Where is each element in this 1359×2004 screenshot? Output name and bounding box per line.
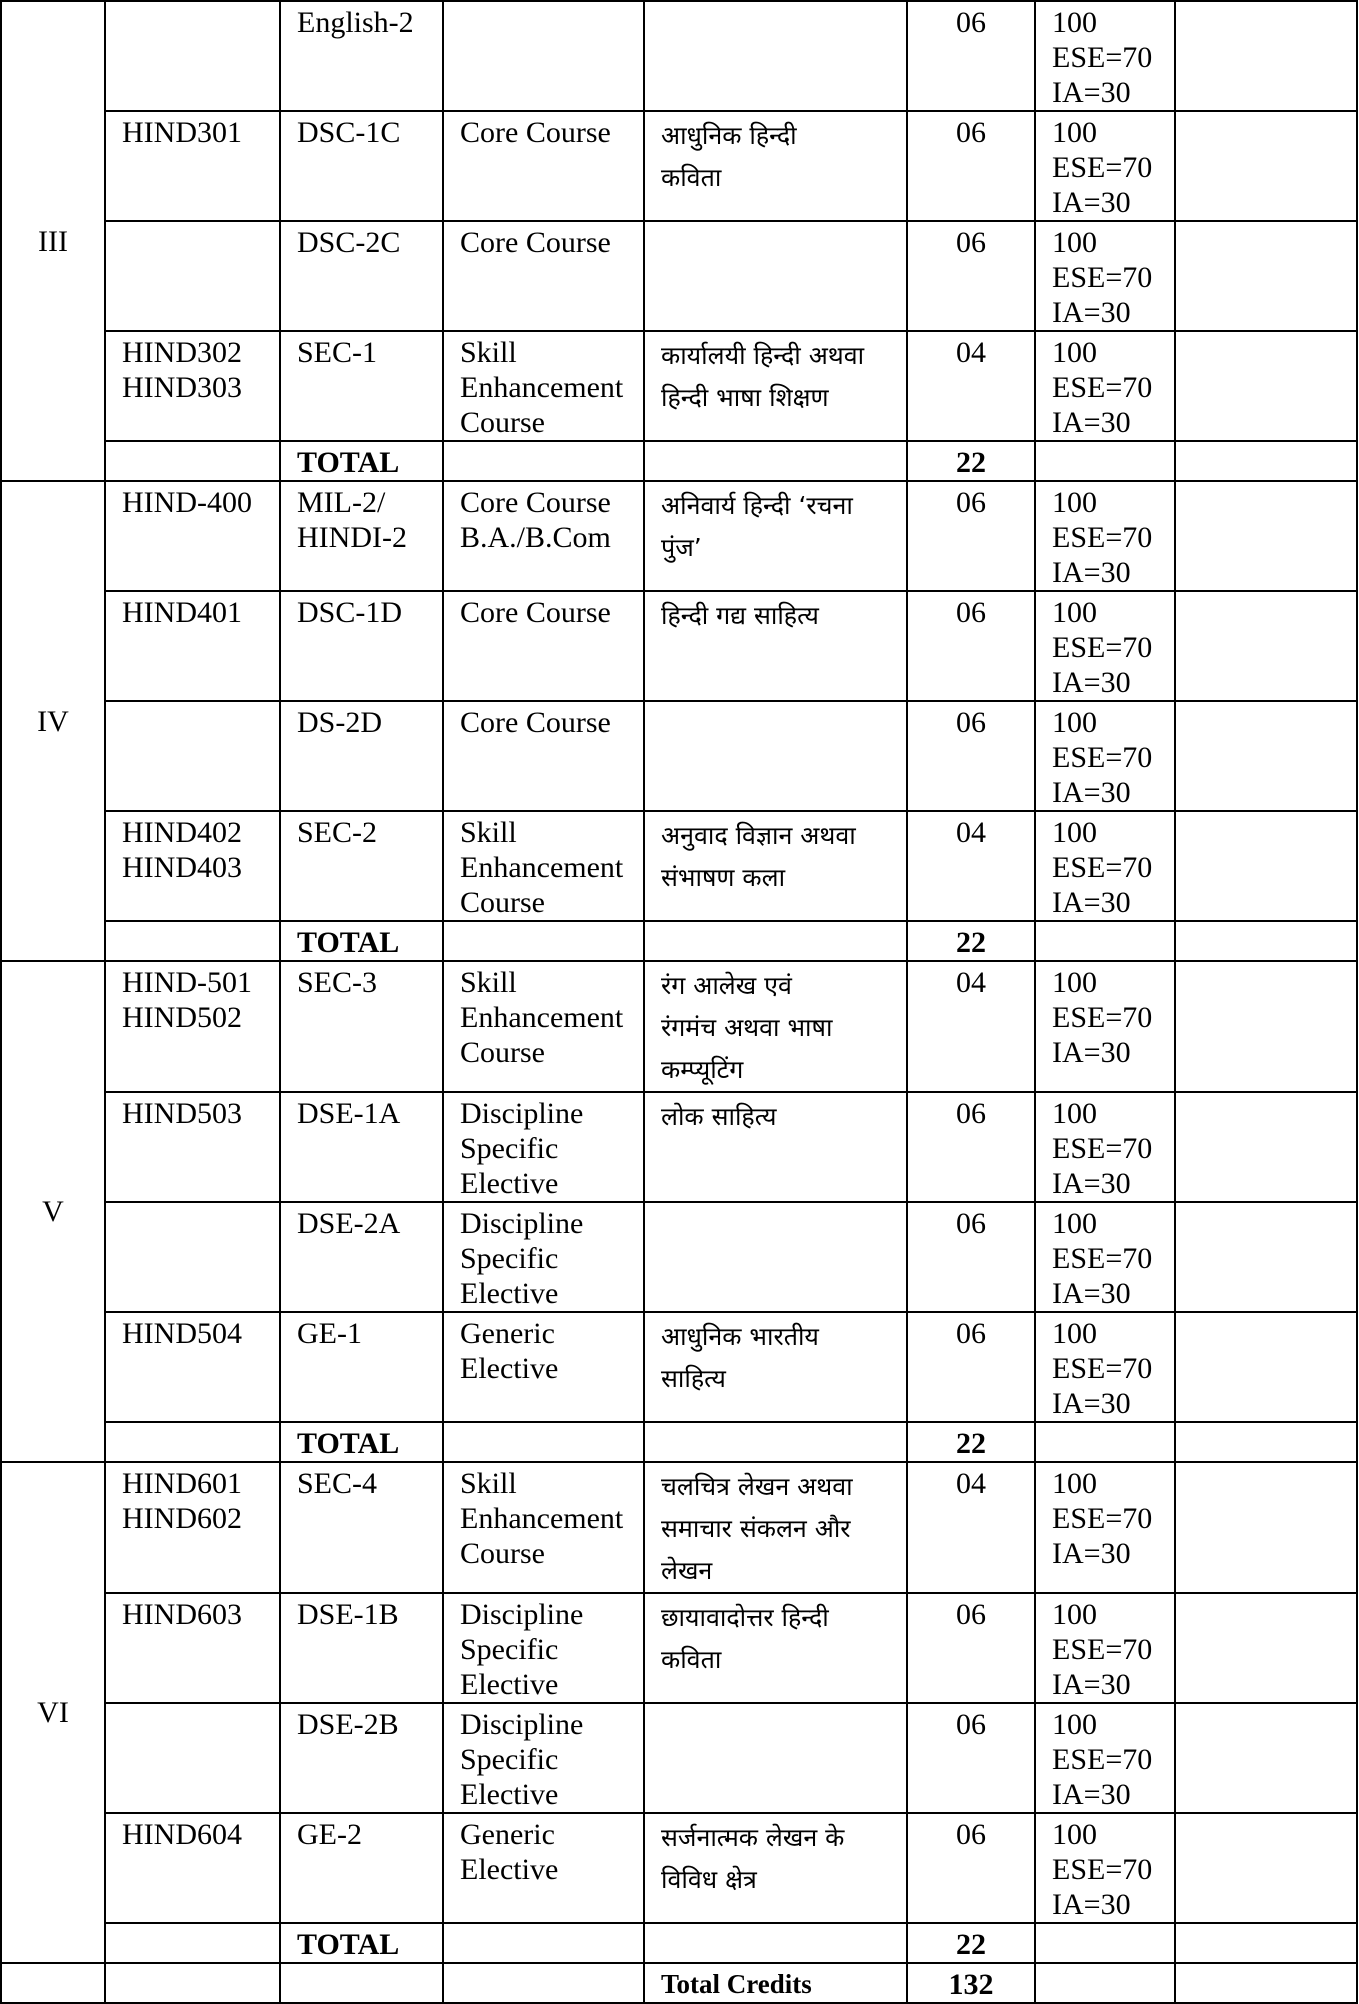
empty-cell — [1175, 441, 1357, 481]
empty-cell — [1175, 1312, 1357, 1422]
course-title-cell — [644, 221, 907, 331]
course-code-cell: SEC-4 — [280, 1462, 443, 1593]
course-code-cell: SEC-3 — [280, 961, 443, 1092]
course-type-cell: Skill Enhancement Course — [443, 811, 644, 921]
course-title-cell: आधुनिक हिन्दी कविता — [644, 111, 907, 221]
empty-cell — [443, 1963, 644, 2003]
total-label: TOTAL — [280, 921, 443, 961]
total-label: TOTAL — [280, 441, 443, 481]
table-row — [1, 701, 1357, 811]
course-code-cell: DS-2D — [280, 701, 443, 811]
course-title-cell: रंग आलेख एवं रंगमंच अथवा भाषा कम्प्यूटिंग — [644, 961, 907, 1092]
paper-code-cell: HIND503 — [105, 1092, 280, 1202]
course-type-cell: Core Course B.A./B.Com — [443, 481, 644, 591]
table-row — [1, 591, 1357, 701]
course-type-cell — [443, 1, 644, 111]
empty-cell — [1175, 701, 1357, 811]
table-row — [1, 1813, 1357, 1923]
table-row — [1, 1593, 1357, 1703]
table-row — [1, 1, 1357, 111]
marks-cell: 100 ESE=70 IA=30 — [1035, 1312, 1175, 1422]
course-type-cell: Skill Enhancement Course — [443, 1462, 644, 1593]
marks-cell: 100 ESE=70 IA=30 — [1035, 961, 1175, 1092]
course-type-cell: Skill Enhancement Course — [443, 961, 644, 1092]
paper-code-cell: HIND-501 HIND502 — [105, 961, 280, 1092]
empty-cell — [105, 1422, 280, 1462]
empty-cell — [1175, 481, 1357, 591]
paper-code-cell — [105, 701, 280, 811]
empty-cell — [105, 1923, 280, 1963]
credits-cell: 06 — [907, 701, 1035, 811]
credits-cell: 04 — [907, 331, 1035, 441]
table-row — [1, 1202, 1357, 1312]
table-row — [1, 481, 1357, 591]
course-type-cell: Discipline Specific Elective — [443, 1202, 644, 1312]
credits-cell: 06 — [907, 1593, 1035, 1703]
credits-cell: 06 — [907, 1312, 1035, 1422]
credits-cell: 06 — [907, 591, 1035, 701]
course-code-cell: SEC-2 — [280, 811, 443, 921]
empty-cell — [1175, 1462, 1357, 1593]
empty-cell — [1175, 1963, 1357, 2003]
empty-cell — [105, 1963, 280, 2003]
marks-cell: 100 ESE=70 IA=30 — [1035, 1462, 1175, 1593]
paper-code-cell: HIND302 HIND303 — [105, 331, 280, 441]
course-code-cell: DSE-1A — [280, 1092, 443, 1202]
total-credits: 22 — [907, 921, 1035, 961]
credits-cell: 06 — [907, 1703, 1035, 1813]
course-code-cell: SEC-1 — [280, 331, 443, 441]
course-title-cell: सर्जनात्मक लेखन के विविध क्षेत्र — [644, 1813, 907, 1923]
course-code-cell: English-2 — [280, 1, 443, 111]
table-row — [1, 1703, 1357, 1813]
credits-cell: 04 — [907, 1462, 1035, 1593]
course-code-cell: DSC-2C — [280, 221, 443, 331]
marks-cell: 100 ESE=70 IA=30 — [1035, 111, 1175, 221]
course-code-cell: DSE-1B — [280, 1593, 443, 1703]
empty-cell — [1175, 1593, 1357, 1703]
course-title-cell: हिन्दी गद्य साहित्य — [644, 591, 907, 701]
semester-cell: III — [1, 1, 105, 481]
course-type-cell: Core Course — [443, 701, 644, 811]
grand-total-row — [1, 1963, 1357, 2003]
credits-cell: 04 — [907, 811, 1035, 921]
empty-cell — [644, 921, 907, 961]
total-label: TOTAL — [280, 1422, 443, 1462]
total-credits: 22 — [907, 1422, 1035, 1462]
table-row — [1, 111, 1357, 221]
marks-cell: 100 ESE=70 IA=30 — [1035, 1, 1175, 111]
marks-cell: 100 ESE=70 IA=30 — [1035, 481, 1175, 591]
paper-code-cell — [105, 1, 280, 111]
empty-cell — [1175, 221, 1357, 331]
empty-cell — [443, 1422, 644, 1462]
credits-cell: 06 — [907, 1092, 1035, 1202]
marks-cell: 100 ESE=70 IA=30 — [1035, 1593, 1175, 1703]
course-type-cell: Discipline Specific Elective — [443, 1703, 644, 1813]
empty-cell — [1035, 1923, 1175, 1963]
course-type-cell: Core Course — [443, 221, 644, 331]
empty-cell — [1035, 1422, 1175, 1462]
marks-cell: 100 ESE=70 IA=30 — [1035, 811, 1175, 921]
table-row — [1, 1092, 1357, 1202]
empty-cell — [280, 1963, 443, 2003]
empty-cell — [1175, 811, 1357, 921]
empty-cell — [1175, 111, 1357, 221]
semester-cell: V — [1, 961, 105, 1462]
marks-cell: 100 ESE=70 IA=30 — [1035, 331, 1175, 441]
grand-total-value: 132 — [907, 1963, 1035, 2003]
empty-cell — [1175, 1703, 1357, 1813]
course-code-cell: GE-1 — [280, 1312, 443, 1422]
empty-cell — [443, 441, 644, 481]
course-type-cell: Skill Enhancement Course — [443, 331, 644, 441]
empty-cell — [1175, 591, 1357, 701]
course-title-cell — [644, 1, 907, 111]
course-type-cell: Discipline Specific Elective — [443, 1092, 644, 1202]
total-row — [1, 441, 1357, 481]
marks-cell: 100 ESE=70 IA=30 — [1035, 221, 1175, 331]
empty-cell — [1, 1963, 105, 2003]
paper-code-cell: HIND601 HIND602 — [105, 1462, 280, 1593]
credits-cell: 06 — [907, 221, 1035, 331]
course-type-cell: Generic Elective — [443, 1312, 644, 1422]
course-type-cell: Discipline Specific Elective — [443, 1593, 644, 1703]
total-row — [1, 1422, 1357, 1462]
empty-cell — [443, 921, 644, 961]
empty-cell — [1175, 921, 1357, 961]
syllabus-body — [1, 1, 1357, 2003]
empty-cell — [644, 1923, 907, 1963]
empty-cell — [1175, 331, 1357, 441]
total-credits: 22 — [907, 1923, 1035, 1963]
course-title-cell — [644, 701, 907, 811]
course-code-cell: DSC-1D — [280, 591, 443, 701]
semester-cell: IV — [1, 481, 105, 961]
empty-cell — [1175, 1202, 1357, 1312]
credits-cell: 06 — [907, 481, 1035, 591]
course-type-cell: Core Course — [443, 111, 644, 221]
paper-code-cell: HIND-400 — [105, 481, 280, 591]
empty-cell — [1035, 441, 1175, 481]
course-title-cell: अनुवाद विज्ञान अथवा संभाषण कला — [644, 811, 907, 921]
table-row — [1, 331, 1357, 441]
paper-code-cell: HIND504 — [105, 1312, 280, 1422]
empty-cell — [1175, 1923, 1357, 1963]
course-title-cell: अनिवार्य हिन्दी ‘रचना पुंज’ — [644, 481, 907, 591]
credits-cell: 06 — [907, 1202, 1035, 1312]
empty-cell — [1175, 961, 1357, 1092]
empty-cell — [1035, 921, 1175, 961]
empty-cell — [105, 441, 280, 481]
paper-code-cell: HIND604 — [105, 1813, 280, 1923]
course-type-cell: Generic Elective — [443, 1813, 644, 1923]
empty-cell — [1175, 1813, 1357, 1923]
total-row — [1, 921, 1357, 961]
course-code-cell: DSC-1C — [280, 111, 443, 221]
grand-total-label: Total Credits — [644, 1963, 907, 2003]
marks-cell: 100 ESE=70 IA=30 — [1035, 1092, 1175, 1202]
paper-code-cell: HIND402 HIND403 — [105, 811, 280, 921]
paper-code-cell: HIND401 — [105, 591, 280, 701]
credits-cell: 06 — [907, 1813, 1035, 1923]
course-title-cell: आधुनिक भारतीय साहित्य — [644, 1312, 907, 1422]
table-row — [1, 1462, 1357, 1593]
course-code-cell: MIL-2/ HINDI-2 — [280, 481, 443, 591]
total-row — [1, 1923, 1357, 1963]
marks-cell: 100 ESE=70 IA=30 — [1035, 701, 1175, 811]
paper-code-cell — [105, 1703, 280, 1813]
empty-cell — [644, 1422, 907, 1462]
total-label: TOTAL — [280, 1923, 443, 1963]
paper-code-cell — [105, 221, 280, 331]
empty-cell — [644, 441, 907, 481]
marks-cell: 100 ESE=70 IA=30 — [1035, 1813, 1175, 1923]
marks-cell: 100 ESE=70 IA=30 — [1035, 591, 1175, 701]
course-title-cell: छायावादोत्तर हिन्दी कविता — [644, 1593, 907, 1703]
course-code-cell: GE-2 — [280, 1813, 443, 1923]
course-title-cell — [644, 1703, 907, 1813]
empty-cell — [443, 1923, 644, 1963]
empty-cell — [1175, 1422, 1357, 1462]
marks-cell: 100 ESE=70 IA=30 — [1035, 1202, 1175, 1312]
empty-cell — [1035, 1963, 1175, 2003]
course-code-cell: DSE-2B — [280, 1703, 443, 1813]
table-row — [1, 1312, 1357, 1422]
course-title-cell — [644, 1202, 907, 1312]
credits-cell: 06 — [907, 1, 1035, 111]
semester-cell: VI — [1, 1462, 105, 1963]
paper-code-cell: HIND301 — [105, 111, 280, 221]
table-row — [1, 961, 1357, 1092]
course-type-cell: Core Course — [443, 591, 644, 701]
empty-cell — [1175, 1092, 1357, 1202]
credits-cell: 06 — [907, 111, 1035, 221]
course-title-cell: चलचित्र लेखन अथवा समाचार संकलन और लेखन — [644, 1462, 907, 1593]
empty-cell — [1175, 1, 1357, 111]
paper-code-cell: HIND603 — [105, 1593, 280, 1703]
table-row — [1, 811, 1357, 921]
empty-cell — [105, 921, 280, 961]
course-code-cell: DSE-2A — [280, 1202, 443, 1312]
paper-code-cell — [105, 1202, 280, 1312]
table-row — [1, 221, 1357, 331]
marks-cell: 100 ESE=70 IA=30 — [1035, 1703, 1175, 1813]
course-title-cell: कार्यालयी हिन्दी अथवा हिन्दी भाषा शिक्षण — [644, 331, 907, 441]
credits-cell: 04 — [907, 961, 1035, 1092]
course-title-cell: लोक साहित्य — [644, 1092, 907, 1202]
total-credits: 22 — [907, 441, 1035, 481]
